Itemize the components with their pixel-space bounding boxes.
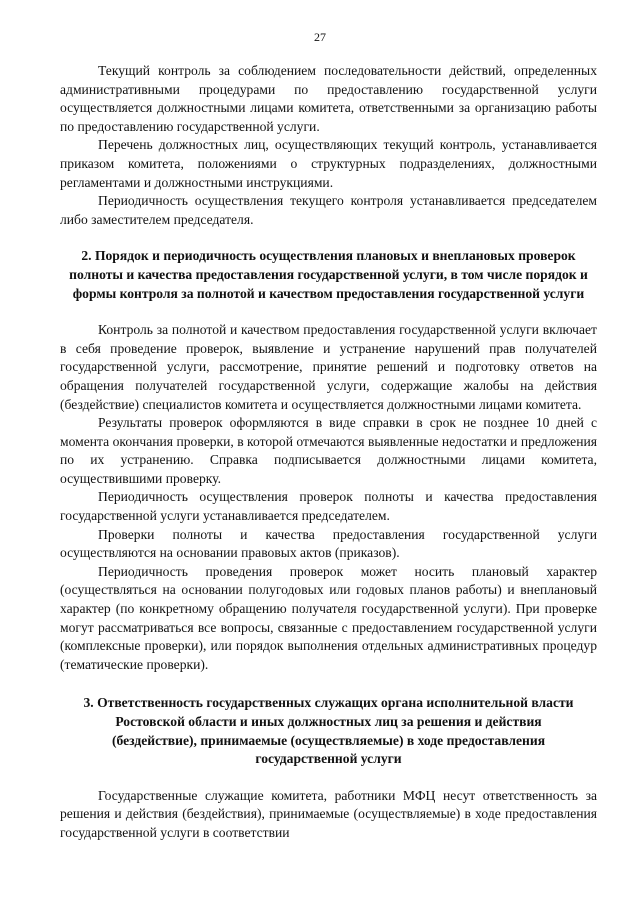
section-heading-inspections: 2. Порядок и периодичность осуществления плановых и внеплановых проверок полноты и качества предоставления государственной услуги, в том числе порядок и формы контроля за полнотой и качеством предоставления государственной услуги bbox=[69, 248, 588, 301]
paragraph-quality-control: Контроль за полнотой и качеством предоставления государственной услуги включает в себя проведение проверок, выявление и устранение нарушений прав получателей государственной услуги, рассмотрение, принятие решений и подготовку ответов на обращения получателей государственной услуги, содержащие жалобы на действия (бездействие) специалистов комитета и осуществляется должностными лицами комитета. bbox=[60, 322, 597, 412]
section-heading-responsibility: 3. Ответственность государственных служащих органа исполнительной власти Ростовской области и иных должностных лиц за решения и действия (бездействие), принимаемые (осуществляемые) в ходе предоставления государственной услуги bbox=[83, 695, 574, 767]
paragraph-control-periodicity: Периодичность осуществления текущего контроля устанавливается председателем либо заместителем председателя. bbox=[60, 193, 597, 227]
paragraph-inspection-results: Результаты проверок оформляются в виде справки в срок не позднее 10 дней с момента окончания проверки, в которой отмечаются выявленные недостатки и предложения по их устранению. Справка подписывается должностными лицами комитета, осуществившими проверку. bbox=[60, 415, 597, 486]
page-number: 27 bbox=[314, 30, 326, 44]
paragraph-officials-list: Перечень должностных лиц, осуществляющих текущий контроль, устанавливается приказом комитета, положениями о структурных подразделениях, должностными регламентами и должностными инструкциями. bbox=[60, 137, 597, 190]
paragraph-current-control: Текущий контроль за соблюдением последовательности действий, определенных административными процедурами по предоставлению государственной услуги осуществляется должностными лицами комитета, ответственными за организацию работы по предоставлению государственной услуги. bbox=[60, 63, 597, 134]
paragraph-inspection-types: Периодичность проведения проверок может носить плановый характер (осуществляться на основании полугодовых или годовых планов работы) и внеплановый характер (по конкретному обращению получателя государственной услуги). При проверке могут рассматриваться все вопросы, связанные с предоставлением государственной услуги (комплексные проверки), или порядок выполнения отдельных административных процедур (тематические проверки). bbox=[60, 563, 597, 672]
paragraph-responsibility: Государственные служащие комитета, работники МФЦ несут ответственность за решения и действия (бездействия), принимаемые (осуществляемые) в ходе предоставления государственной услуги в соответствии bbox=[60, 787, 597, 840]
page-content bbox=[60, 62, 597, 843]
paragraph-inspection-periodicity: Периодичность осуществления проверок полноты и качества предоставления государственной услуги устанавливается председателем. bbox=[60, 489, 597, 524]
paragraph-inspection-basis: Проверки полноты и качества предоставления государственной услуги осуществляются на основании правовых актов (приказов). bbox=[60, 526, 597, 561]
